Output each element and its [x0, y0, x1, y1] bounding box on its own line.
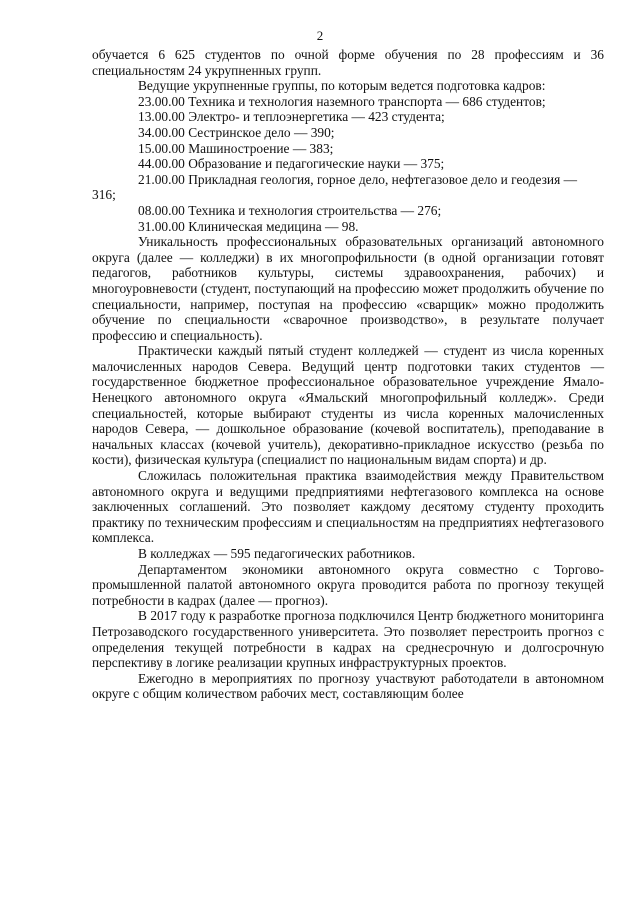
paragraph-oil-gas-cooperation: Сложилась положительная практика взаимодействия между Правительством автономного округа и ведущими предприятиями нефтегазового комплекса на основе заключенных соглашений. Это позволяет каждому десятому студенту проходить практику по техническим профессиям и специальностям на предприятиях нефтегазового комплекса. — [92, 468, 604, 546]
list-item-group: 44.00.00 Образование и педагогические науки — 375; — [138, 156, 445, 172]
paragraph-teachers-count: В колледжах — 595 педагогических работников. — [138, 546, 416, 561]
list-item-group: 31.00.00 Клиническая медицина — 98. — [138, 218, 359, 234]
list-item-group: 21.00.00 Прикладная геология, горное дело, нефтегазовое дело и геодезия — 316; — [92, 171, 577, 203]
list-item-group: 34.00.00 Сестринское дело — 390; — [138, 124, 335, 140]
page-number: 2 — [316, 28, 324, 43]
paragraph-employers: Ежегодно в мероприятиях по прогнозу участвуют работодатели в автономном округе с общим количеством рабочих мест, составляющим более — [92, 670, 604, 702]
paragraph-colleges-uniqueness: Уникальность профессиональных образовательных организаций автономного округа (далее — колледжи) в их многопрофильности (в одной организации готовят педагогов, работников культуры, системы здравоохранения, рабочих) и многоуровневости (студент, поступающий на профессию может продолжить обучение по специальности, например, поступая на профессию «сварщик» можно продолжить обучение по специальности «сварочное производство», в результате получает профессию и специальность). — [92, 234, 604, 343]
paragraph-students-count: обучается 6 625 студентов по очной форме обучения по 28 профессиям и 36 специальностям 24 укрупненных групп. — [92, 47, 604, 78]
paragraph-forecast-work: Департаментом экономики автономного округа совместно с Торгово-промышленной палатой автономного округа проводится работа по прогнозу текущей потребности в кадрах (далее — прогноз). — [92, 561, 604, 608]
paragraph-monitoring-center: В 2017 году к разработке прогноза подключился Центр бюджетного мониторинга Петрозаводского государственного университета. Это позволяет перестроить прогноз с определения текущей потребности в кадрах на среднесрочную и долгосрочную перспективу в логике реализации крупных инфраструктурных проектов. — [92, 608, 604, 671]
list-item-group: 23.00.00 Техника и технология наземного транспорта — 686 студентов; — [138, 93, 546, 109]
list-item-group: 15.00.00 Машиностроение — 383; — [138, 140, 334, 156]
document-body — [92, 47, 604, 702]
list-item-group: 13.00.00 Электро- и теплоэнергетика — 423 студента; — [138, 109, 445, 125]
paragraph-leading-groups-intro: Ведущие укрупненные группы, по которым ведется подготовка кадров: — [138, 78, 546, 94]
list-item-group: 08.00.00 Техника и технология строительства — 276; — [138, 202, 442, 218]
paragraph-indigenous-students: Практически каждый пятый студент колледжей — студент из числа коренных малочисленных народов Севера. Ведущий центр подготовки таких студентов — государственное бюджетное профессиональное образовательное учреждение Ямало-Ненецкого автономного округа «Ямальский многопрофильный колледж». Среди специальностей, которые выбирают студенты из числа коренных малочисленных народов Севера, — дошкольное образование (кочевой воспитатель), преподавание в начальных классах (кочевой учитель), декоративно-прикладное искусство (резьба по кости), физическая культура (специалист по национальным видам спорта) и др. — [92, 343, 604, 468]
